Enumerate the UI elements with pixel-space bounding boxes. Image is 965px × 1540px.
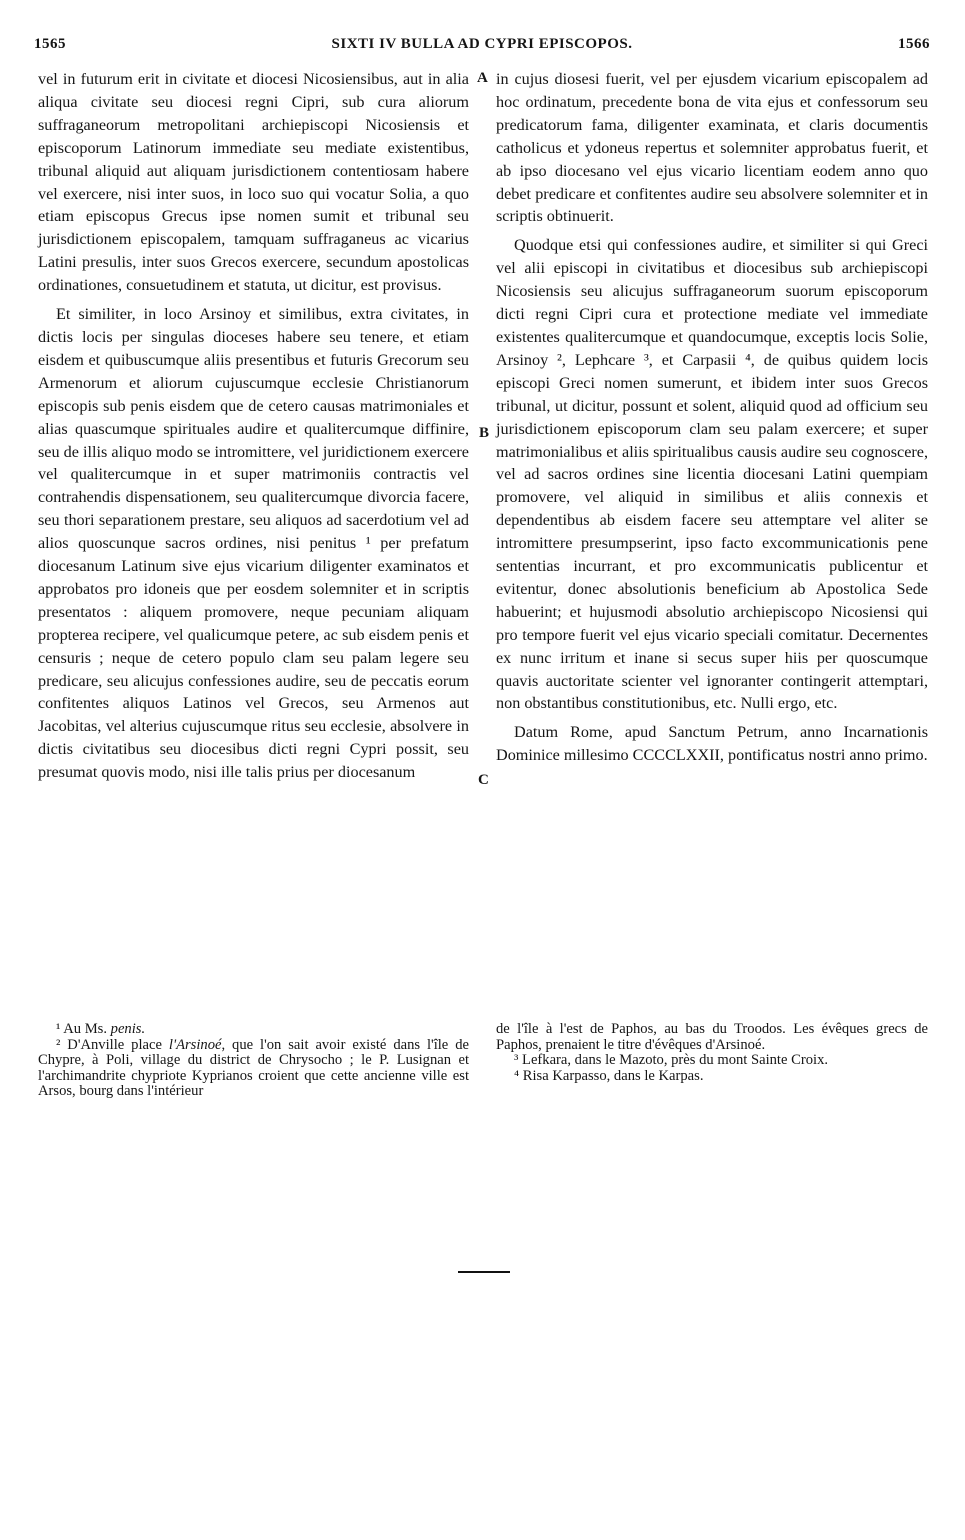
footnote-2-continued: de l'île à l'est de Paphos, au bas du Troodos. Les évêques grecs de Paphos, prenaient le titre d'évêques d'Arsinoé. <box>496 1021 928 1053</box>
right-paragraph-1: in cujus diosesi fuerit, vel per ejusdem vicarium episcopalem ad hoc ordinatum, precedente bona de vita ejus et confessorum seu predicatorum fama, diligenter examinata, et claris documentis catholicus et ydoneus repertus et solemniter approbatus fuerit, et ab ipso diocesano vel ejus vicario licentiam eodem anno quo debet predicare et confitentes audire seu absolvere solemniter et in scriptis obtinuerit. <box>496 70 928 226</box>
page-number-right: 1566 <box>898 36 930 52</box>
footnotes-right <box>496 1022 928 1084</box>
page-number-left: 1565 <box>34 36 66 52</box>
footnote-1-prefix: ¹ Au Ms. <box>56 1021 111 1037</box>
right-text-column <box>496 68 928 767</box>
footnote-4: ⁴ Risa Karpasso, dans le Karpas. <box>514 1067 704 1084</box>
right-paragraph-3: Datum Rome, apud Sanctum Petrum, anno Incarnationis Dominice millesimo CCCCLXXII, pontificatus nostri anno primo. <box>496 723 928 765</box>
left-text-column <box>38 68 469 784</box>
left-paragraph-1: vel in futurum erit in civitate et diocesi Nicosiensibus, aut in alia aliqua civitate seu diocesi regni Cipri, sub cura aliorum suffraganeorum metropolitani archiepiscopi Nicosiensis et episcoporum Latinorum immediate seu mediate existentibus, tribunal aliquid aut aliquam jurisdictionem contentiosam habere vel exercere, nisi inter suos, in loco suo qui vocatur Solia, a quo etiam episcopus Grecus ipse nomen sumit et tribunal seu jurisdictionem episcopalem, tamquam suffraganeus ac vicarius Latini presulis, inter suos Grecos exercere, secundum apostolicas ordinationes, consuetudinem et statuta, ut dicitur, est provisus. <box>38 70 469 295</box>
end-rule <box>458 1271 510 1273</box>
footnote-2 <box>38 1038 469 1100</box>
footnote-1-italic: penis. <box>110 1021 146 1037</box>
right-paragraph-2: Quodque etsi qui confessiones audire, et similiter si qui Greci vel alii episcopi in civitatibus et diocesibus sub archiepiscopi Nicosiensis seu alicujus suffraganeorum suorum episcoporum dicti regni Cipri cura et protectione mediate vel immediate existentes qualitercumque et quandocumque, exceptis locis Solie, Arsinoy ², Lephcare ³, et Carpasii ⁴, de quibus quidem locis episcopi Greci nomen sumerunt, et ibidem inter suos Grecos tribunal, ut dicitur, possunt et solent, aliquid quod ad officium seu jurisdictionem episcoporum clam seu palam exercere; et super matrimonialibus et aliis spiritualibus causis audire seu cognoscere, vel ad sacros ordines sine licentia diocesani Latini quempiam promovere, vel aliquid in similibus et aliis connexis et dependentibus ab eisdem facere seu attemptare vel aliter se intromittere presumpserint, ipso facto excommunicationis pene sententias incurrant, et pro excommunicatis publicentur et evitentur, donec absolutionis beneficium ab Apostolica Sede habuerint; et hujusmodi absolutio archiepiscopo Nicosiensi qui pro tempore fuerit vel ejus vicario speciali comitatur. Decernentes ex nunc irritum et inane si secus super hiis per quoscumque quavis auctoritate scienter vel ignoranter contingerit attemptari, non obstantibus constitutionibus, etc. Nulli ergo, etc. <box>496 236 928 713</box>
footnote-1 <box>38 1022 469 1038</box>
footnote-3: ³ Lefkara, dans le Mazoto, près du mont Sainte Croix. <box>514 1052 829 1069</box>
margin-mark-b: B <box>479 425 490 441</box>
footnote-2-prefix: ² D'Anville place <box>56 1036 169 1053</box>
footnotes-left <box>38 1022 469 1100</box>
page-header <box>34 36 930 60</box>
footnote-2-italic: l'Arsinoé <box>168 1036 222 1053</box>
margin-mark-c: C <box>478 772 489 788</box>
running-title: SIXTI IV BULLA AD CYPRI EPISCOPOS. <box>331 36 633 52</box>
margin-mark-a: A <box>477 70 488 86</box>
left-paragraph-2: Et similiter, in loco Arsinoy et similibus, extra civitates, in dictis locis per singulas dioceses habere seu tenere, et etiam eisdem et quibuscumque aliis presentibus et futuris Grecorum seu Armenorum et aliorum cujuscumque ecclesie Christianorum episcopis sub penis eisdem que de cetero causas matrimoniales et alias quascumque spirituales audire et qualitercumque diffinire, seu de illis aliquo modo se intromittere, vel juridictionem exercere vel qualitercumque in et super matrimoniis contractis vel contrahendis dispensationem, seu qualitercumque divorcia facere, seu thori separationem prestare, seu aliquos ad sacerdotium vel ad alios quoscunque sacros ordines, nisi penitus ¹ per prefatum diocesanum Latinum sive ejus vicarium diligenter examinatos et approbatos pro idoneis que per eosdem solemniter et in scriptis presentatos : aliquem promovere, neque pecuniam aliquam propterea recipere, vel qualicumque petere, ac sub eisdem penis et censuris ; neque de cetero populo clam seu palam legere seu predicare, seu alicujus confessiones audire, seu de peccatis eorum confitentes aliquos Latinos vel Grecos, seu Armenos aut Jacobitas, vel alterius cujuscumque ritus seu ecclesie, absolvere in dictis civitatibus seu diocesibus dicti regni Cypri possit, seu presumat quovis modo, nisi ille talis prius per diocesanum <box>38 305 469 782</box>
footnote-2-rest: , que l'on sait avoir existé dans l'île de Chypre, à Poli, village du district de Chrysocho ; le P. Lusignan et l'archimandrite chypriote Kyprianos croient que cette ancienne ville est Arsos, bourg dans l'intérieur <box>38 1036 469 1100</box>
